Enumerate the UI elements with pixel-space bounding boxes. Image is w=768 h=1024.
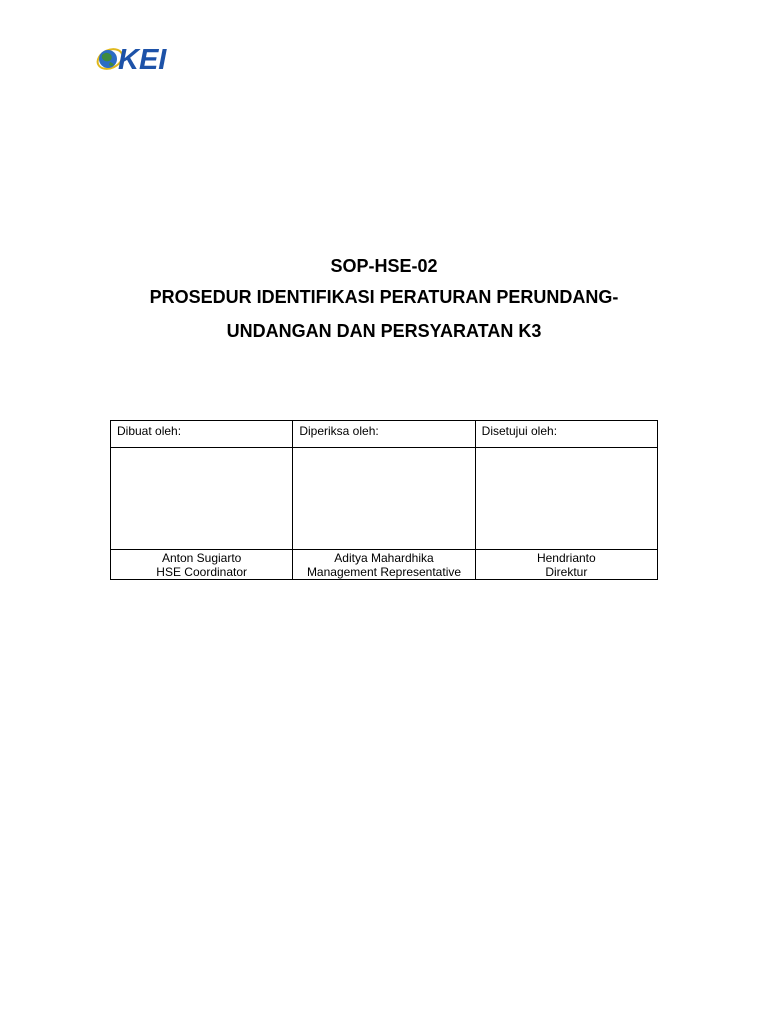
checked-by-role: Management Representative	[306, 564, 462, 579]
prepared-by-signature-box	[111, 448, 293, 550]
document-title-block	[0, 252, 768, 348]
approved-by-signatory	[475, 550, 657, 580]
prepared-by-role: HSE Coordinator	[156, 564, 248, 579]
checked-by-signature-box	[293, 448, 475, 550]
checked-by-header: Diperiksa oleh:	[293, 421, 475, 448]
prepared-by-signatory	[111, 550, 293, 580]
prepared-by-name: Anton Sugiarto	[161, 550, 242, 565]
approved-by-role: Direktur	[545, 564, 588, 579]
document-code: SOP-HSE-02	[330, 256, 438, 276]
signature-row	[111, 448, 658, 550]
document-title-line-1: PROSEDUR IDENTIFIKASI PERATURAN PERUNDANG-	[149, 287, 619, 307]
approval-table	[110, 420, 658, 580]
signatory-row	[111, 550, 658, 580]
document-title-line-2: UNDANGAN DAN PERSYARATAN K3	[226, 321, 542, 341]
approved-by-name: Hendrianto	[536, 550, 596, 565]
prepared-by-header: Dibuat oleh:	[111, 421, 293, 448]
company-logo	[96, 34, 178, 76]
approval-header-row	[111, 421, 658, 448]
checked-by-signatory	[293, 550, 475, 580]
approved-by-signature-box	[475, 448, 657, 550]
approved-by-header: Disetujui oleh:	[475, 421, 657, 448]
logo-text: KEI	[118, 44, 167, 76]
kei-logo-icon	[96, 34, 178, 76]
checked-by-name: Aditya Mahardhika	[334, 550, 434, 565]
